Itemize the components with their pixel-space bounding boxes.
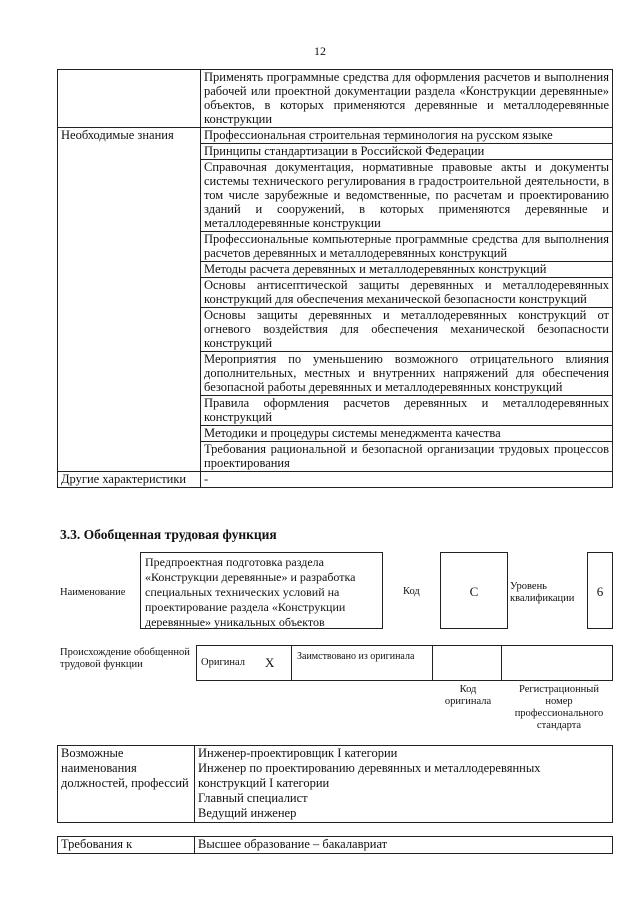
position-item: Инженер-проектировщик I категории bbox=[198, 746, 398, 760]
other-value: - bbox=[201, 472, 613, 488]
position-item: Инженер по проектированию деревянных и металлодеревянных конструкций I категории bbox=[198, 761, 541, 790]
knowledge-item: Требования рациональной и безопасной организации трудовых процессов проектирования bbox=[201, 442, 613, 472]
code-box: C bbox=[440, 552, 508, 629]
knowledge-item: Профессиональные компьютерные программные средства для выполнения расчетов деревянных и металлодеревянных конструкций bbox=[201, 232, 613, 262]
empty-label-cell bbox=[58, 70, 201, 128]
reg-caption: Регистрационный номер профессионального стандарта bbox=[514, 684, 604, 731]
page-number: 12 bbox=[314, 44, 326, 58]
skill-cell: Применять программные средства для оформления расчетов и выполнения рабочей или проектной документации раздела «Конструкции деревянные» объектов, в которых применяются деревянные и металлодеревянные конструкции bbox=[201, 70, 613, 128]
knowledge-item: Правила оформления расчетов деревянных и металлодеревянных конструкций bbox=[201, 396, 613, 426]
requirements-value: Высшее образование – бакалавриат bbox=[195, 837, 613, 854]
divider bbox=[291, 645, 292, 681]
knowledge-item: Основы защиты деревянных и металлодеревянных конструкций от огневого воздействия для обеспечения механической безопасности конструкций bbox=[201, 308, 613, 352]
level-label: Уровень квалификации bbox=[510, 581, 575, 604]
borrowed-label: Заимствовано из оригинала bbox=[297, 651, 415, 662]
knowledge-item: Методики и процедуры системы менеджмента качества bbox=[201, 426, 613, 442]
section-title: 3.3. Обобщенная трудовая функция bbox=[60, 527, 277, 542]
code-caption: Код оригинала bbox=[444, 684, 492, 707]
origin-box bbox=[196, 645, 613, 681]
code-label: Код bbox=[403, 586, 420, 597]
requirements-label: Требования к bbox=[58, 837, 195, 854]
competence-table bbox=[57, 69, 613, 488]
knowledge-item: Мероприятия по уменьшению возможного отрицательного влияния дополнительных, местных и внутренних напряжений для обеспечения безопасной работы деревянных и металлодеревянных конструкций bbox=[201, 352, 613, 396]
knowledge-item: Методы расчета деревянных и металлодеревянных конструкций bbox=[201, 262, 613, 278]
other-label: Другие характеристики bbox=[58, 472, 201, 488]
level-box: 6 bbox=[587, 552, 613, 629]
function-name-box: Предпроектная подготовка раздела «Конструкции деревянные» и разработка специальных технических условий на проектирование раздела «Конструкции деревянные» уникальных объектов bbox=[140, 552, 383, 629]
knowledge-label: Необходимые знания bbox=[58, 128, 201, 472]
positions-list bbox=[195, 746, 613, 823]
knowledge-item: Принципы стандартизации в Российской Федерации bbox=[201, 144, 613, 160]
original-label: Оригинал bbox=[201, 657, 245, 668]
origin-label: Происхождение обобщенной трудовой функции bbox=[60, 647, 190, 670]
knowledge-item: Основы антисептической защиты деревянных и металлодеревянных конструкций для обеспечения механической безопасности конструкций bbox=[201, 278, 613, 308]
divider bbox=[501, 645, 502, 681]
knowledge-item: Профессиональная строительная терминология на русском языке bbox=[201, 128, 613, 144]
positions-table bbox=[57, 745, 613, 823]
position-item: Главный специалист bbox=[198, 791, 308, 805]
position-item: Ведущий инженер bbox=[198, 806, 297, 820]
original-mark: X bbox=[265, 655, 275, 670]
divider bbox=[432, 645, 433, 681]
knowledge-item: Справочная документация, нормативные правовые акты и документы системы технического регулирования в градостроительной деятельности, в том числе зарубежные и ведомственные, по расчетам и проектированию зданий и сооружений, в которых применяются деревянные и металлодеревянные конструкции bbox=[201, 160, 613, 232]
positions-label: Возможные наименования должностей, профессий bbox=[58, 746, 195, 823]
requirements-table bbox=[57, 836, 613, 854]
name-label: Наименование bbox=[60, 587, 126, 598]
